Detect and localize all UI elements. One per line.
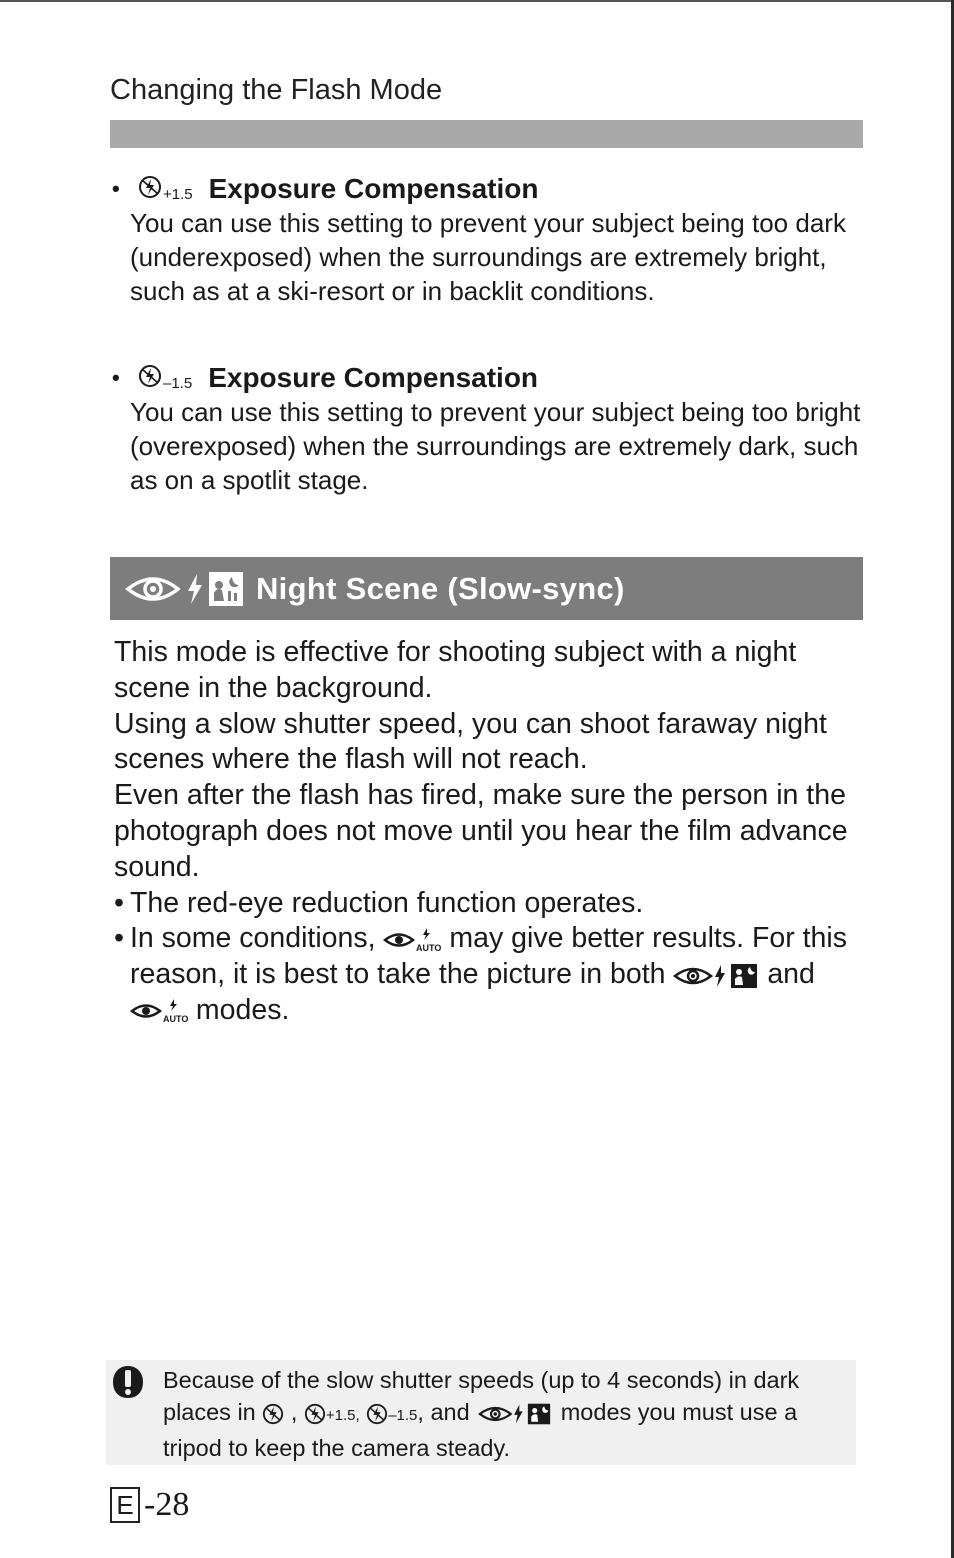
- exposure-value: +1.5: [163, 186, 193, 203]
- red-eye-night-scene-icon: [673, 962, 759, 990]
- section-title: Night Scene (Slow-sync): [256, 570, 625, 606]
- section-body: [114, 635, 859, 1029]
- auto-flash-icon: [383, 927, 441, 953]
- bullet-body: You can use this setting to prevent your subject being too bright (overexposed) when the surroundings are extremely dark, such as on a spotlit stage.: [130, 397, 861, 495]
- language-badge: E: [110, 1487, 140, 1523]
- bullet-title: Exposure Compensation: [208, 173, 539, 204]
- note-text: The red-eye reduction function operates.: [130, 886, 644, 919]
- paragraph: Even after the flash has fired, make sure the person in the photograph does not move until you hear the film advance sound.: [114, 779, 848, 883]
- page-number: [110, 1486, 189, 1524]
- header-rule-bar: [110, 120, 863, 148]
- caution-text-part: modes you must use a tripod to keep the camera steady.: [163, 1399, 798, 1461]
- page-edge-top: [0, 0, 954, 2]
- flash-off-icon: [138, 175, 193, 203]
- caution-text-part: Because of the slow shutter speeds (up to 4 seconds) in dark places in: [163, 1367, 800, 1425]
- bullet-body: You can use this setting to prevent your subject being too dark (underexposed) when the surroundings are extremely bright, such as at a ski-resort or in backlit conditions.: [130, 208, 846, 306]
- bullet-heading: [112, 361, 862, 395]
- exposure-value: –1.5: [163, 375, 193, 392]
- paragraph: Using a slow shutter speed, you can shoot faraway night scenes where the flash will not reach.: [114, 707, 827, 776]
- running-head: Changing the Flash Mode: [110, 74, 443, 106]
- bullet-title: Exposure Compensation: [208, 362, 539, 393]
- flash-off-icon: [138, 364, 192, 392]
- note-text: may give better results. For this reason, it is best to take the picture in both: [130, 922, 847, 991]
- night-scene-icon: [208, 571, 244, 607]
- exposure-value: –1.5: [388, 1407, 418, 1424]
- bullet-heading: [112, 172, 862, 206]
- page-number-text: -28: [144, 1486, 190, 1523]
- night-scene-mode-icons: [124, 569, 244, 609]
- section-header-night-scene: [110, 557, 863, 620]
- exposure-value: +1.5,: [325, 1407, 360, 1424]
- caution-text-part: ,: [290, 1399, 298, 1425]
- red-eye-night-scene-icon: [476, 1402, 554, 1426]
- caution-text: [163, 1364, 853, 1464]
- red-eye-icon: [124, 569, 182, 609]
- caution-note: [106, 1360, 856, 1465]
- bullet-dot: •: [112, 176, 120, 201]
- flash-off-icon: [262, 1403, 284, 1425]
- note-text: modes.: [195, 993, 290, 1026]
- caution-icon: [110, 1364, 146, 1400]
- auto-flash-icon: [130, 998, 188, 1024]
- bullet-dot: •: [114, 886, 124, 919]
- caution-text-part: , and: [417, 1399, 470, 1425]
- note-text: and: [767, 958, 815, 991]
- svg-text:AUTO: AUTO: [416, 942, 442, 953]
- flash-bolt-icon: [186, 573, 204, 605]
- note-item: [114, 886, 859, 922]
- paragraph: This mode is effective for shooting subject with a night scene in the background.: [114, 636, 797, 704]
- flash-off-icon: [304, 1403, 326, 1425]
- bullet-exposure-minus: [112, 361, 862, 497]
- bullet-exposure-plus: [112, 172, 862, 308]
- bullet-dot: •: [114, 922, 124, 955]
- note-item: [114, 921, 859, 1028]
- svg-text:AUTO: AUTO: [163, 1014, 188, 1025]
- flash-off-icon: [366, 1403, 388, 1425]
- note-text: In some conditions,: [130, 922, 376, 955]
- bullet-dot: •: [112, 365, 120, 390]
